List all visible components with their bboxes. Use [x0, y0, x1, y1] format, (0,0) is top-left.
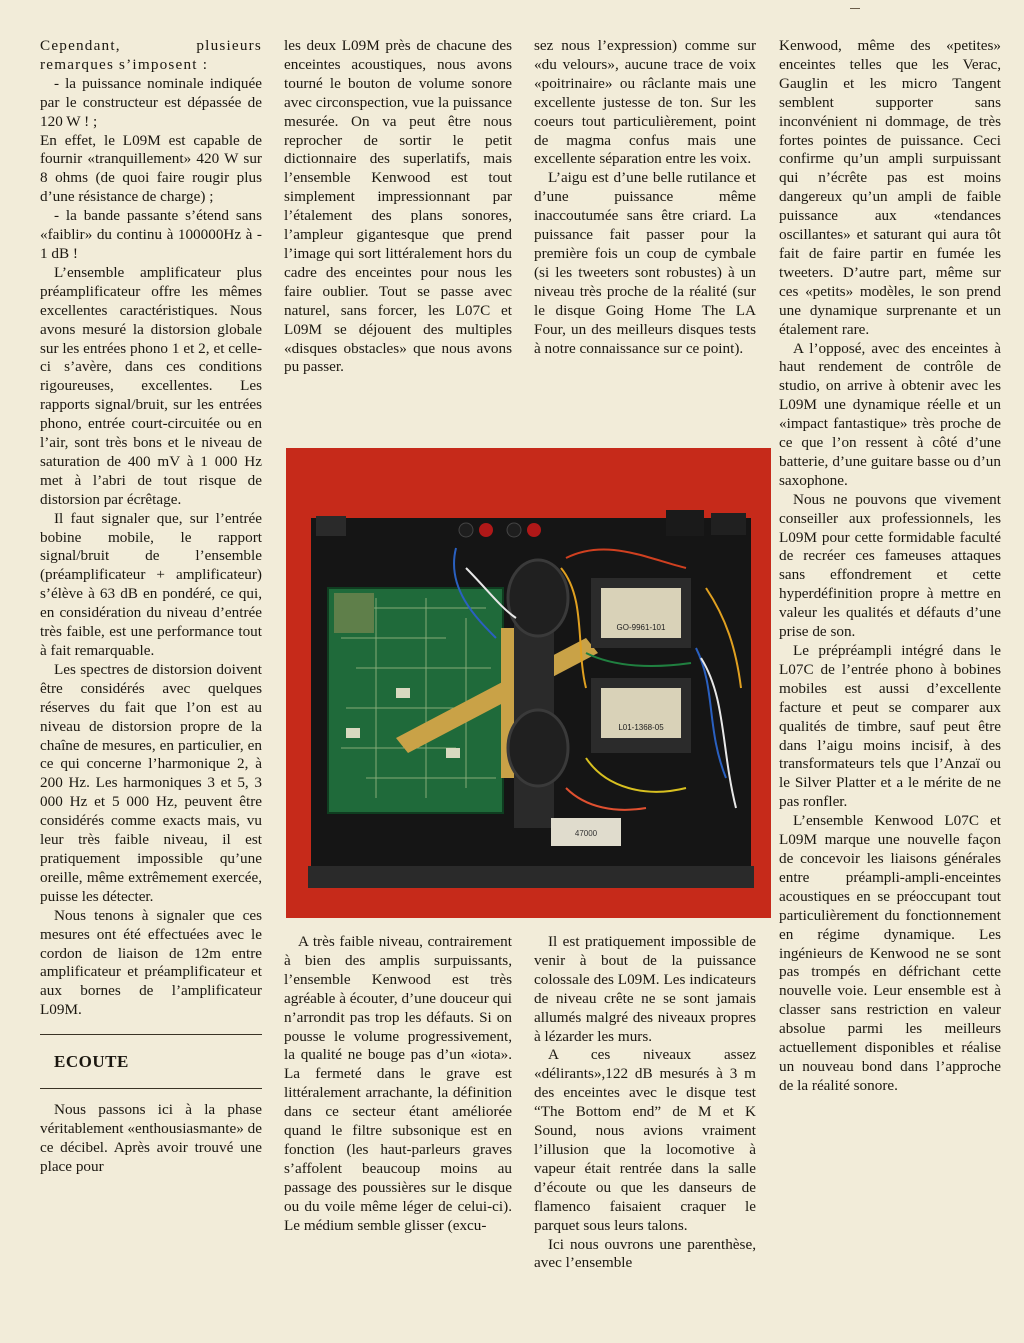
paragraph: A l’opposé, avec des enceintes à haut rendement de contrôle de studio, on arrive à obtenir avec les L09M une dynamique réelle et un «impact fantastique» très proche de ce que l’on ressent à côté d’une batterie, d’une guitare basse ou d’un saxophone. — [779, 339, 1001, 489]
column-3-bottom — [534, 933, 756, 1273]
paragraph: L’ensemble amplificateur plus préamplificateur offre les mêmes excellentes caractéristiques. Nous avons mesuré la distorsion globale sur les entrées phono 1 et 2, et celle-ci s’avère, dans ces conditions rigoureuses, excellentes. Les rapports signal/bruit, sur les entrées phono, entrée court-circuitée ou en l’air, sont très bons et le niveau de saturation de 400 mV à 1 000 Hz met à l’abri de tout risque de distorsion par écrêtage. — [40, 263, 262, 508]
paragraph: Kenwood, même des «petites» enceintes telles que les Verac, Gauglin et les micro Tangent semblent supporter sans inconvénient ni dommage, de très fortes pointes de puissance. Ceci confirme qu’un ampli surpuissant qui n’écrête pas est moins dangereux qu’un ampli de faible puissance aux «tendances oscillantes» et saturant qui aura tôt fait de faire partir en fumée les tweeters. D’autre part, même sur ces «petits» modèles, le son prend une dynamique surprenante et un étalement rare. — [779, 37, 1001, 338]
paragraph: sez nous l’expression) comme sur «du velours», aucune trace de voix «poitrinaire» ou râclante mais une excellente justesse de ton. Sur les coeurs tout particulièrement, point de magma confus mais une excellente séparation entre les voix. — [534, 37, 756, 168]
column-1 — [40, 37, 262, 1177]
paragraph: L’aigu est d’une belle rutilance et d’une puissance même inaccoutumée sans être criard. La puissance fait passer pour la première fois un coup de cymbale (si les tweeters sont robustes) à un niveau très proche de la réalité (sur le disque Going Home The LA Four, un des meilleurs disques tests à notre connaissance sur ce point). — [534, 169, 756, 357]
paragraph: A ces niveaux assez «délirants»,122 dB mesurés à 3 m des enceintes avec le disque test “The Bottom end” de M et K Sound, nous avions vraiment l’illusion que la locomotive à vapeur était rentrée dans la salle d’écoute ou que les danseurs de flamenco faisaient craquer le parquet sous leurs talons. — [534, 1046, 756, 1234]
transformer-label-1: GO-9961-101 — [616, 623, 666, 632]
amplifier-photo-graphic — [286, 448, 771, 918]
front-panel — [308, 866, 754, 888]
page-mark — [850, 8, 860, 9]
column-2-top — [284, 37, 512, 377]
column-3-top — [534, 37, 756, 358]
paragraph: les deux L09M près de chacune des enceintes acoustiques, nous avons tourné le bouton de volume sonore avec circonspection, vue la puissance mesurée. On va peut être nous reprocher de sortir le petit dictionnaire des superlatifs, mais l’ensemble Kenwood est tout simplement impressionnant par l’étalement des plans sonores, l’ampleur gigantesque que prend l’image qui sort littéralement hors du cadre des enceintes pour nous les faire oublier. Tout se passe avec naturel, sans forcer, les L07C et L09M se déjouent des multiples «disques obstacles» que nous avons pu passer. — [284, 37, 512, 376]
paragraph: A très faible niveau, contrairement à bien des amplis surpuissants, l’ensemble Kenwood est très agréable à écouter, d’une douceur qui n’arrondit pas trop les défauts. Si on pousse le volume progressivement, la qualité ne bouge pas d’un «iota». La fermeté dans le grave est littéralement arrachante, la définition dans ce secteur étant améliorée quand le filtre subsonique est en fonction (les haut-parleurs graves s’affolent beaucoup moins au passage des poussières sur le disque ou du voile même léger de celui-ci). Le médium semble glisser (excu- — [284, 933, 512, 1234]
paragraph: Nous tenons à signaler que ces mesures ont été effectuées avec le cordon de liaison de 12m entre amplificateur et préamplificateur et aux bornes de l’amplificateur L09M. — [40, 906, 262, 1019]
section-heading: ECOUTE — [54, 1052, 129, 1072]
capacitor-label: 47000 — [574, 829, 598, 838]
paragraph: Ici nous ouvrons une parenthèse, avec l’ensemble — [534, 1235, 756, 1272]
paragraph: Nous passons ici à la phase véritablement «enthousiasmante» de ce décibel. Après avoir trouvé une place pour — [40, 1101, 262, 1175]
amplifier-interior-photo — [286, 448, 771, 918]
paragraph: - la puissance nominale indiquée par le constructeur est dépassée de 120 W ! ; — [40, 74, 262, 130]
column-4 — [779, 37, 1001, 1096]
paragraph: Nous ne pouvons que vivement conseiller aux professionnels, les L09M pour cette formidable faculté de recréer ces fameuses attaques sans effondrement et cette hyperdéfinition propre à mettre en valeur les qualités et défauts d’une prise de son. — [779, 490, 1001, 641]
paragraph: Il faut signaler que, sur l’entrée bobine mobile, le rapport signal/bruit de l’ensemble (préamplificateur + amplificateur) s’élève à 63 dB en pondéré, ce qui, en considération du niveau d’entrée très faible, est une performance tout à fait remarquable. — [40, 509, 262, 659]
paragraph: L’ensemble Kenwood L07C et L09M marque une nouvelle façon de concevoir les liaisons générales entre préampli-ampli-enceintes acoustiques en se préoccupant tout particulièrement du fonctionnement en régime dynamique. Les ingénieurs de Kenwood ne se sont pas trompés en défrichant cette nouvelle voie. Leur ensemble est à classer sans restriction en valeur absolue parmi les meilleurs actuellement disponibles et réalise un nouveau bond dans l’approche de la réalité sonore. — [779, 812, 1001, 1094]
transformer-label-2: L01-1368-05 — [618, 723, 664, 732]
column-2-bottom — [284, 933, 512, 1236]
paragraph: Le prépréampli intégré dans le L07C de l’entrée phono à bobines mobiles est aussi d’excellente facture et peut se comparer aux qualités de timbre, sauf peut être dans l’aigu moins incisif, à des transformateurs tels que l’Anzaï ou le Silver Platter et a le mérite de ne pas ronfler. — [779, 642, 1001, 811]
paragraph: Il est pratiquement impossible de venir à bout de la puissance colossale des L09M. Les indicateurs de niveau crête ne se sont jamais allumés malgré des niveaux propres à lézarder les murs. — [534, 933, 756, 1045]
paragraph: Cependant, plusieurs remarques s’imposent : — [40, 37, 262, 73]
paragraph: Les spectres de distorsion doivent être considérés avec quelques réserves du fait que l’on est au niveau de distorsion propre de la chaîne de mesures, en particulier, en ce qui concerne l’harmonique 2, à 200 Hz. Les harmoniques 3 et 5, 3 000 Hz et 5 000 Hz, peuvent être considérés comme exacts mais, vu leur très faible niveau, il est pratiquement impossible qu’une oreille, même extrêmement exercée, puisse les détecter. — [40, 660, 262, 905]
paragraph: - la bande passante s’étend sans «faiblir» du continu à 100000Hz à - 1 dB ! — [40, 207, 262, 262]
paragraph: En effet, le L09M est capable de fournir «tranquillement» 420 W sur 8 ohms (de quoi faire rougir plus d’une résistance de charge) ; — [40, 131, 262, 206]
capacitor-top — [508, 560, 568, 636]
capacitor-bottom — [508, 710, 568, 786]
